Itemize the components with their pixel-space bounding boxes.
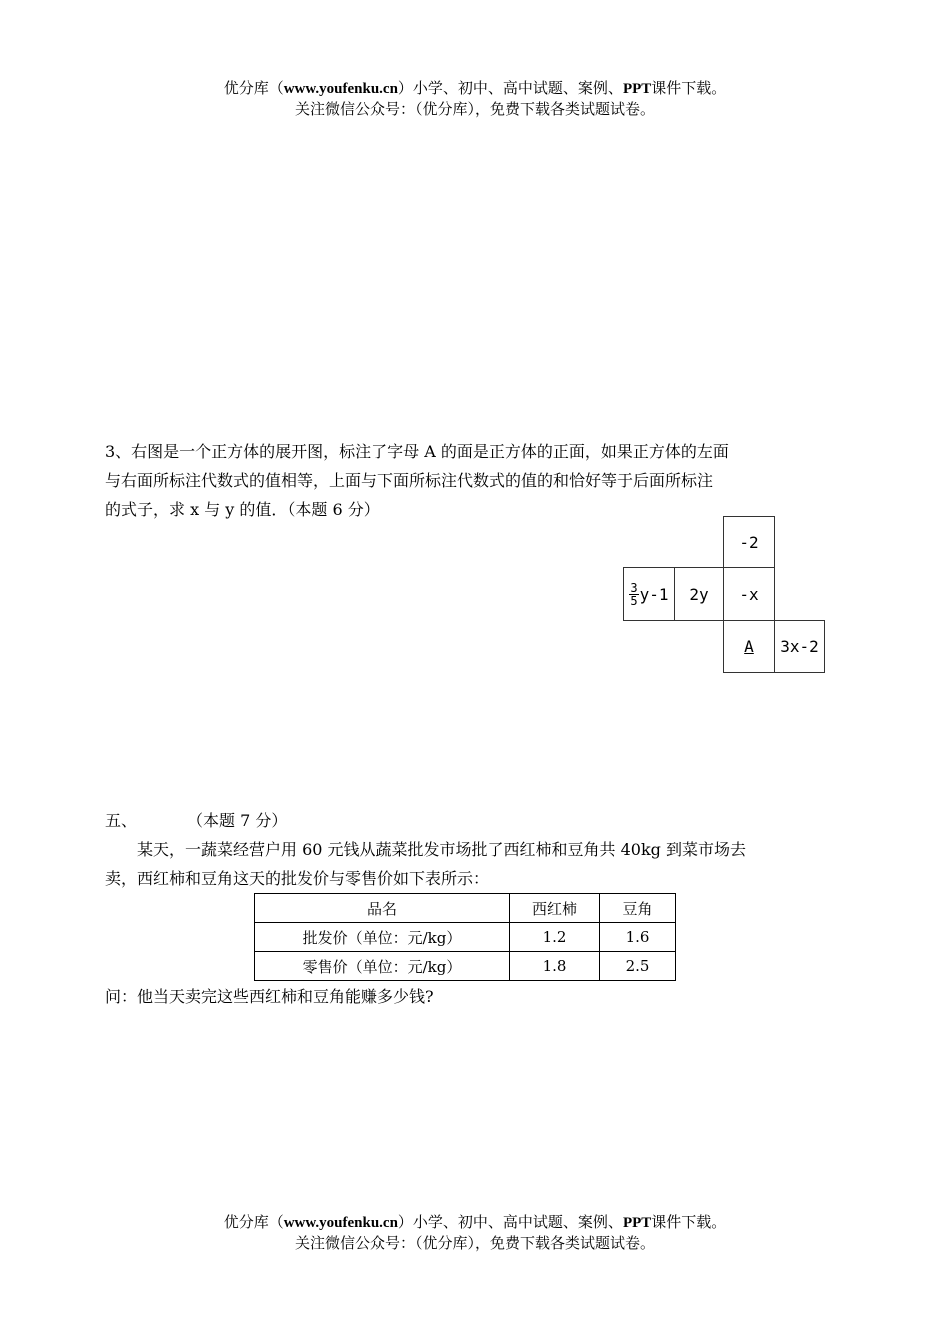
table-cell: 1.2	[510, 923, 600, 952]
table-cell: 批发价（单位：元/kg）	[255, 923, 510, 952]
table-cell: 零售价（单位：元/kg）	[255, 952, 510, 981]
question-3-line2: 与右面所标注代数式的值相等，上面与下面所标注代数式的值的和恰好等于后面所标注	[105, 471, 714, 490]
price-table	[254, 893, 676, 981]
question-3-line3: 的式子，求 x 与 y 的值．（本题 6 分）	[105, 500, 380, 519]
net-face-left2: $\frac{3}{5}$ y-1	[623, 567, 675, 621]
section-5-title: 五、	[105, 811, 138, 830]
net-face-top: -2	[723, 516, 775, 568]
question-3	[105, 437, 850, 524]
net-face-left1: 2y	[674, 567, 724, 621]
header-top	[0, 78, 950, 119]
section-5-line2: 卖，西红柿和豆角这天的批发价与零售价如下表所示：	[105, 869, 490, 888]
section-5-question: 问：他当天卖完这些西红柿和豆角能赚多少钱?	[105, 987, 434, 1006]
section-5-score: （本题 7 分）	[187, 811, 288, 830]
header-url: www.youfenku.cn	[283, 1215, 398, 1231]
table-cell: 1.8	[510, 952, 600, 981]
table-header-row	[255, 894, 676, 923]
table-row	[255, 952, 676, 981]
net-face-right: 3x-2	[774, 620, 825, 673]
table-header-cell: 品名	[255, 894, 510, 923]
header-line2: 关注微信公众号：（优分库），免费下载各类试题试卷。	[294, 100, 655, 118]
header-url: www.youfenku.cn	[283, 81, 398, 97]
section-5-line1: 某天，一蔬菜经营户用 60 元钱从蔬菜批发市场批了西红柿和豆角共 40kg 到菜市场去	[137, 840, 747, 859]
header-line2: 关注微信公众号：（优分库），免费下载各类试题试卷。	[294, 1234, 655, 1252]
table-row	[255, 923, 676, 952]
fraction: $\frac{3}{5}$	[630, 580, 638, 608]
net-face-center: -x	[723, 567, 775, 621]
table-header-cell: 豆角	[600, 894, 676, 923]
header-bottom	[0, 1212, 950, 1253]
question-3-line1: 3、右图是一个正方体的展开图，标注了字母 A 的面是正方体的正面，如果正方体的左面	[105, 442, 729, 461]
section-5-title-line	[105, 806, 850, 835]
table-cell: 2.5	[600, 952, 676, 981]
section-5	[105, 806, 850, 893]
header-line1: 优分库（www.youfenku.cn）小学、初中、高中试题、案例、PPT课件下载。	[223, 1213, 727, 1231]
table-cell: 1.6	[600, 923, 676, 952]
header-line1: 优分库（www.youfenku.cn）小学、初中、高中试题、案例、PPT课件下载。	[223, 79, 727, 97]
table-header-cell: 西红柿	[510, 894, 600, 923]
net-face-front: A	[723, 620, 775, 673]
